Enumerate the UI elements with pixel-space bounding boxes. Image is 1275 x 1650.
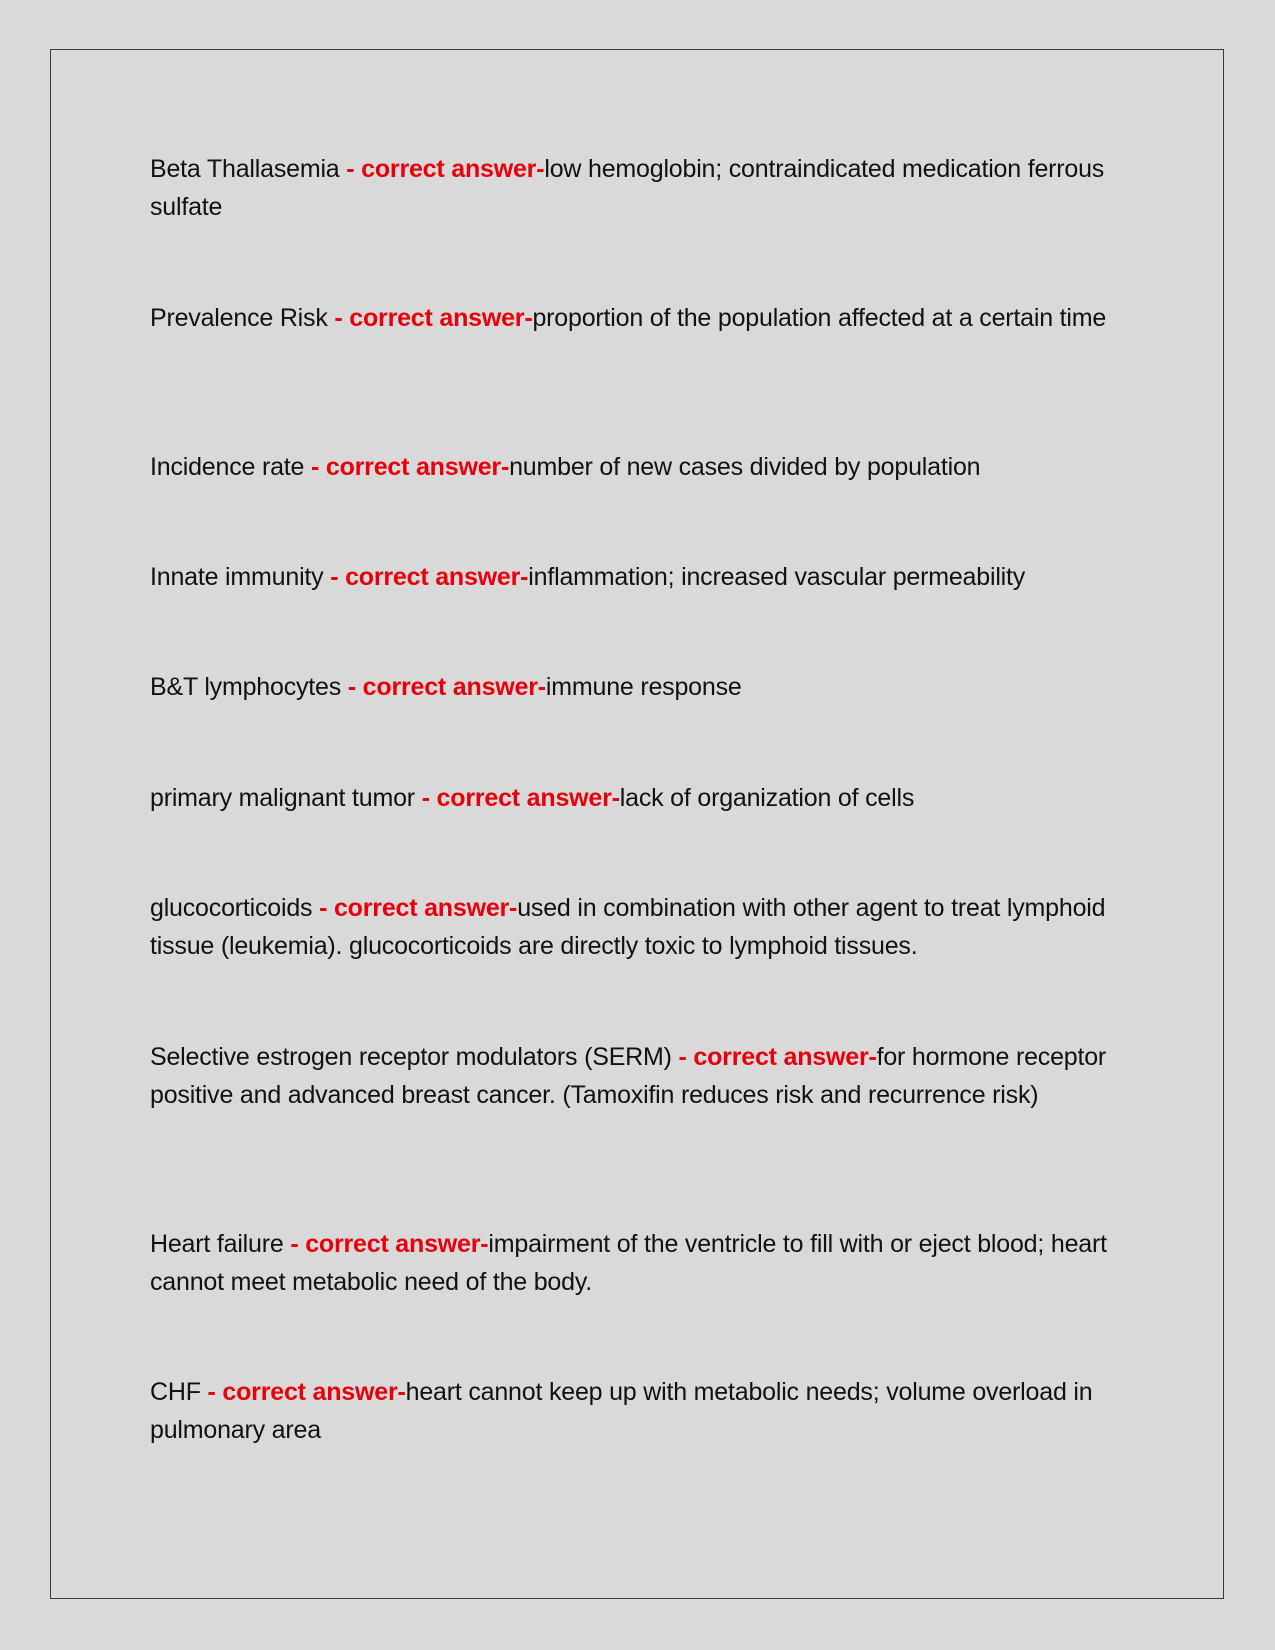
entry-glucocorticoids xyxy=(150,889,1135,965)
entry-term: Heart failure xyxy=(150,1230,284,1258)
entry-answer: inflammation; increased vascular permeability xyxy=(528,563,1026,591)
entry-incidence-rate xyxy=(150,448,1135,486)
entry-term: Incidence rate xyxy=(150,453,305,481)
entry-separator: - correct answer- xyxy=(319,894,518,922)
entry-answer: for hormone receptor positive and advanced breast cancer. (Tamoxifin reduces risk and recurrence risk) xyxy=(150,1043,1107,1109)
entry-term: CHF xyxy=(150,1378,201,1406)
entry-term: primary malignant tumor xyxy=(150,784,415,812)
entry-prevalence-risk xyxy=(150,299,1135,337)
entry-term: B&T lymphocytes xyxy=(150,673,342,701)
entry-term: glucocorticoids xyxy=(150,894,313,922)
entry-separator: - correct answer- xyxy=(346,155,545,183)
entry-term: Prevalence Risk xyxy=(150,304,328,332)
entry-answer: immune response xyxy=(545,673,742,701)
entry-answer: number of new cases divided by population xyxy=(509,453,981,481)
entry-answer: lack of organization of cells xyxy=(619,784,915,812)
page-border xyxy=(50,49,1224,1599)
entry-innate-immunity xyxy=(150,558,1135,596)
entry-separator: - correct answer- xyxy=(290,1230,489,1258)
entry-serm xyxy=(150,1038,1135,1114)
entry-term: Innate immunity xyxy=(150,563,324,591)
entry-answer: low hemoglobin; contraindicated medication ferrous sulfate xyxy=(150,155,1105,221)
entry-beta-thallasemia xyxy=(150,150,1135,226)
entry-heart-failure xyxy=(150,1225,1135,1301)
entry-term: Beta Thallasemia xyxy=(150,155,340,183)
entry-separator: - correct answer- xyxy=(421,784,620,812)
entry-separator: - correct answer- xyxy=(678,1043,877,1071)
entry-separator: - correct answer- xyxy=(347,673,546,701)
entry-term: Selective estrogen receptor modulators (SERM) xyxy=(150,1043,672,1071)
entry-answer: impairment of the ventricle to fill with or eject blood; heart cannot meet metabolic need of the body. xyxy=(150,1230,1107,1296)
entry-answer: proportion of the population affected at a certain time xyxy=(532,304,1107,332)
entry-separator: - correct answer- xyxy=(334,304,533,332)
entry-separator: - correct answer- xyxy=(311,453,510,481)
entry-answer: heart cannot keep up with metabolic needs; volume overload in pulmonary area xyxy=(150,1378,1093,1444)
entry-primary-malignant-tumor xyxy=(150,779,1135,817)
entry-separator: - correct answer- xyxy=(207,1378,406,1406)
entry-separator: - correct answer- xyxy=(330,563,529,591)
entry-bt-lymphocytes xyxy=(150,668,1135,706)
entry-answer: used in combination with other agent to treat lymphoid tissue (leukemia). glucocorticoids are directly toxic to lymphoid tissues. xyxy=(150,894,1106,960)
entry-chf xyxy=(150,1373,1135,1449)
